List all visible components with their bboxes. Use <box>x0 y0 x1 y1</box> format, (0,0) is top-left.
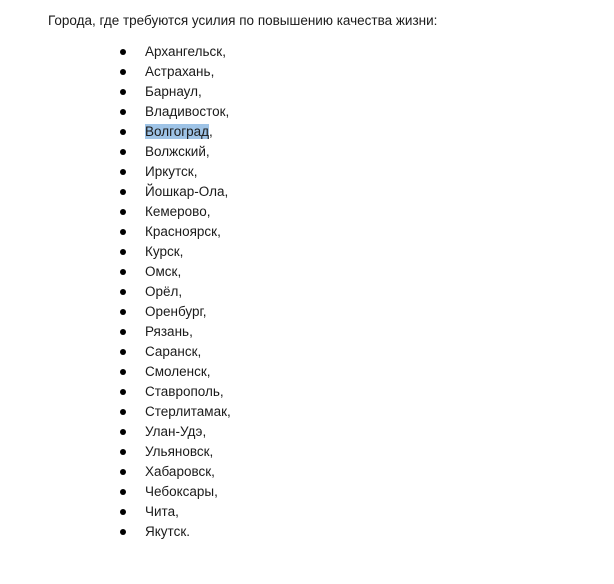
city-punctuation: , <box>209 444 214 459</box>
bullet-icon <box>120 529 126 535</box>
city-punctuation: , <box>179 244 184 259</box>
city-text <box>145 222 221 242</box>
city-name[interactable]: Красноярск <box>145 224 218 239</box>
city-text <box>145 282 182 302</box>
city-text <box>145 402 231 422</box>
city-punctuation: , <box>222 44 226 59</box>
city-punctuation: , <box>227 404 231 419</box>
city-text <box>145 42 226 62</box>
city-name[interactable]: Йошкар-Ола <box>145 184 225 199</box>
city-name[interactable]: Волжский <box>145 144 206 159</box>
city-text <box>145 422 206 442</box>
city-name[interactable]: Якутск <box>145 524 187 539</box>
bullet-icon <box>120 289 126 295</box>
city-punctuation: , <box>217 224 221 239</box>
bullet-icon <box>120 249 126 255</box>
city-punctuation: , <box>206 364 211 379</box>
bullet-icon <box>120 429 126 435</box>
bullet-icon <box>120 509 126 515</box>
city-name[interactable]: Астрахань <box>145 64 211 79</box>
city-punctuation: , <box>189 324 193 339</box>
bullet-icon <box>120 69 126 75</box>
city-punctuation: , <box>206 204 211 219</box>
city-text <box>145 162 197 182</box>
city-name[interactable]: Рязань <box>145 324 190 339</box>
city-name[interactable]: Барнаул <box>145 84 199 99</box>
bullet-icon <box>120 309 126 315</box>
city-punctuation: , <box>210 64 215 79</box>
city-name[interactable]: Ставрополь <box>145 384 220 399</box>
city-punctuation: , <box>224 184 229 199</box>
city-punctuation: , <box>177 264 182 279</box>
city-text <box>145 122 213 142</box>
city-text <box>145 342 201 362</box>
city-punctuation: , <box>175 504 179 519</box>
city-name[interactable]: Хабаровск <box>145 464 212 479</box>
bullet-icon <box>120 489 126 495</box>
city-punctuation: , <box>178 284 183 299</box>
city-text <box>145 62 214 82</box>
city-text <box>145 502 179 522</box>
city-text <box>145 262 181 282</box>
city-text <box>145 182 228 202</box>
city-text <box>145 102 229 122</box>
city-punctuation: . <box>186 524 191 539</box>
city-punctuation: , <box>211 464 215 479</box>
bullet-icon <box>120 49 126 55</box>
city-name[interactable]: Курск <box>145 244 180 259</box>
city-name[interactable]: Смоленск <box>145 364 207 379</box>
city-text <box>145 302 207 322</box>
city-punctuation: , <box>219 384 224 399</box>
city-text <box>145 462 215 482</box>
city-text <box>145 522 190 542</box>
city-punctuation: , <box>202 304 207 319</box>
city-name[interactable]: Улан-Удэ <box>145 424 203 439</box>
city-name[interactable]: Стерлитамак <box>145 404 227 419</box>
bullet-icon <box>120 209 126 215</box>
city-text <box>145 202 210 222</box>
city-text <box>145 382 224 402</box>
city-name[interactable]: Чебоксары <box>145 484 215 499</box>
city-name[interactable]: Ульяновск <box>145 444 210 459</box>
city-punctuation: , <box>193 164 198 179</box>
city-punctuation: , <box>209 124 213 139</box>
city-punctuation: , <box>214 484 218 499</box>
bullet-icon <box>120 189 126 195</box>
bullet-icon <box>120 269 126 275</box>
bullet-icon <box>120 89 126 95</box>
bullet-icon <box>120 349 126 355</box>
city-text <box>145 322 193 342</box>
city-name[interactable]: Оренбург <box>145 304 203 319</box>
city-text <box>145 362 211 382</box>
city-name[interactable]: Архангельск <box>145 44 223 59</box>
city-name[interactable]: Иркутск <box>145 164 194 179</box>
bullet-icon <box>120 409 126 415</box>
intro-paragraph[interactable]: Города, где требуются усилия по повышению качества жизни: <box>48 13 438 28</box>
bullet-icon <box>120 329 126 335</box>
city-punctuation: , <box>198 84 202 99</box>
city-name[interactable]: Орёл <box>145 284 179 299</box>
bullet-icon <box>120 449 126 455</box>
city-text <box>145 242 183 262</box>
city-name[interactable]: Саранск <box>145 344 198 359</box>
bullet-icon <box>120 389 126 395</box>
city-punctuation: , <box>225 104 230 119</box>
bullet-icon <box>120 129 126 135</box>
city-punctuation: , <box>202 424 207 439</box>
city-name[interactable]: Омск <box>145 264 178 279</box>
bullet-icon <box>120 109 126 115</box>
city-punctuation: , <box>197 344 202 359</box>
city-text <box>145 82 202 102</box>
city-text <box>145 142 210 162</box>
bullet-icon <box>120 149 126 155</box>
bullet-icon <box>120 369 126 375</box>
bullet-icon <box>120 169 126 175</box>
city-name[interactable]: Владивосток <box>145 104 226 119</box>
selected-city-name[interactable]: Волгоград <box>145 124 210 139</box>
bullet-icon <box>120 229 126 235</box>
city-punctuation: , <box>205 144 210 159</box>
bullet-icon <box>120 469 126 475</box>
city-name[interactable]: Кемерово <box>145 204 207 219</box>
city-name[interactable]: Чита <box>145 504 176 519</box>
city-text <box>145 482 218 502</box>
city-text <box>145 442 213 462</box>
